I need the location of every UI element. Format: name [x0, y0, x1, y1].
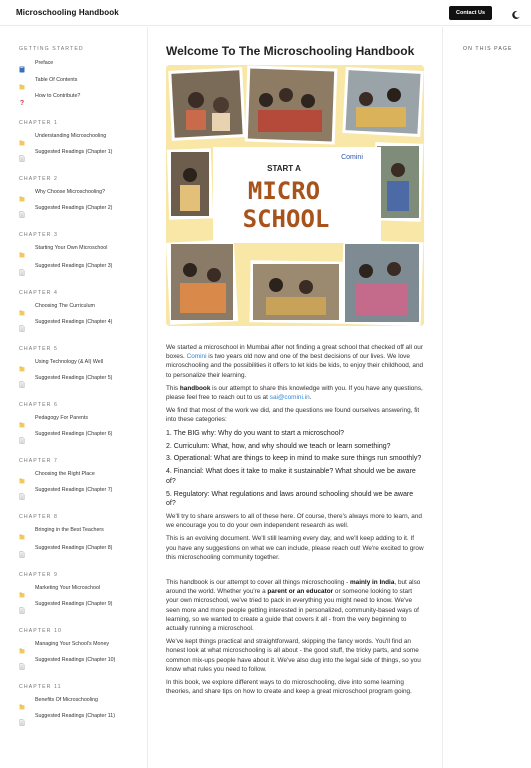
document-icon [19, 149, 25, 156]
sidebar-item[interactable] [19, 303, 139, 310]
sidebar-item-label: Benefits Of Microschooling [35, 696, 99, 703]
sidebar-item[interactable] [19, 93, 139, 106]
document-icon [19, 263, 25, 270]
hero-line-start: START A [267, 164, 301, 173]
sidebar-item[interactable] [19, 205, 139, 212]
sidebar-section-heading: CHAPTER 4 [19, 289, 59, 296]
sidebar-section-heading: CHAPTER 7 [19, 457, 59, 464]
sidebar-item[interactable] [19, 359, 139, 366]
on-this-page-panel [442, 27, 531, 768]
folder-icon [19, 527, 25, 534]
list-item: 5. Regulatory: What regulations and laws around schooling should we be aware of? [166, 490, 414, 508]
folder-icon [19, 585, 25, 592]
sidebar-item-label: Pedagogy For Parents [35, 414, 88, 421]
sidebar-item[interactable] [19, 319, 139, 326]
list-item: 4. Financial: What does it take to make it sustainable? What should we be aware of? [166, 468, 416, 485]
document-icon [19, 431, 25, 438]
sidebar-item[interactable] [19, 601, 139, 608]
sidebar-section-heading: CHAPTER 11 [19, 683, 62, 690]
sidebar-section-heading: CHAPTER 6 [19, 401, 59, 408]
document-icon [19, 713, 25, 720]
sidebar-section-heading: CHAPTER 10 [19, 627, 62, 634]
document-icon [19, 487, 25, 494]
sidebar-item-label: Suggested Readings (Chapter 7) [35, 486, 113, 493]
sidebar-item[interactable] [19, 431, 139, 438]
folder-icon [19, 245, 25, 252]
categories-list [166, 429, 424, 509]
comini-link[interactable]: Comini [186, 353, 207, 361]
folder-icon [19, 471, 25, 478]
sidebar-item[interactable] [19, 471, 139, 478]
sidebar-item[interactable] [19, 657, 139, 664]
handbook-paragraph: This handbook is our attempt to share this knowledge with you. If you have any questions, please feel free to reach out to us at sai@comini.in. [166, 384, 423, 402]
sidebar-item-label: Bringing in the Best Teachers [35, 526, 104, 533]
sidebar-item-label: Suggested Readings (Chapter 9) [35, 600, 113, 607]
sidebar-item-label: Table Of Contents [35, 76, 78, 83]
sidebar-item[interactable] [19, 263, 139, 270]
sidebar-item-label: Understanding Microschooling [35, 132, 107, 139]
on-this-page-title: ON THIS PAGE [463, 46, 513, 52]
hero-line-school: SCHOOL [242, 205, 330, 233]
hero-collage [166, 65, 424, 326]
sidebar-item-label: Suggested Readings (Chapter 8) [35, 544, 113, 551]
sidebar-item-label: Suggested Readings (Chapter 3) [35, 262, 113, 269]
sidebar-item[interactable] [19, 545, 139, 552]
explore-paragraph: In this book, we explore different ways to do microschooling, dive into some learning theories, and share tips on how to create and keep a great microschool program going. [166, 679, 412, 696]
folder-icon [19, 303, 25, 310]
sidebar-item[interactable] [19, 487, 139, 494]
hero-image [166, 65, 424, 326]
folder-icon [19, 641, 25, 648]
sidebar-item-label: Suggested Readings (Chapter 2) [35, 204, 113, 211]
categories-intro: We find that most of the work we did, and the questions we found ourselves answering, fit into these categories: [166, 407, 420, 424]
sidebar-item[interactable] [19, 245, 139, 252]
book-icon [19, 60, 25, 67]
list-item: 1. The BIG why: Why do you want to start a microschool? [166, 429, 345, 437]
site-title[interactable]: Microschooling Handbook [16, 8, 119, 17]
sidebar-section-heading: CHAPTER 5 [19, 345, 59, 352]
scope-paragraph: This handbook is our attempt to cover all things microschooling - mainly in India, but also around the world. Whether you're a parent or an educator or someone looking to start your own microschool, we've tried to pack in everything you might need to know. We've seen more and more people getting interested in personalized, community-based ways of learning, so we wanted to create a guide that covers it all - from the very beginning to actually running a microschool. [166, 578, 421, 632]
sidebar-item-label: Starting Your Own Microschool [35, 244, 108, 251]
sidebar-section-heading: GETTING STARTED [19, 46, 84, 52]
sidebar-item-label: Using Technology (& AI) Well [35, 358, 104, 365]
sidebar-item-label: Suggested Readings (Chapter 5) [35, 374, 113, 381]
sidebar-section-heading: CHAPTER 9 [19, 571, 59, 578]
page-title: Welcome To The Microschooling Handbook [166, 44, 415, 58]
sidebar-section-heading: CHAPTER 8 [19, 513, 59, 520]
folder-icon [19, 77, 25, 84]
sidebar-item[interactable] [19, 375, 139, 382]
email-link[interactable]: sai@comini.in [269, 394, 310, 402]
hero-line-micro: MICRO [247, 177, 321, 205]
sidebar [0, 27, 148, 768]
sidebar-item[interactable] [19, 189, 139, 196]
sidebar-item[interactable] [19, 641, 139, 648]
sidebar-section-heading: CHAPTER 1 [19, 119, 59, 126]
moon-icon[interactable] [511, 7, 521, 17]
sidebar-item-label: Preface [35, 60, 54, 66]
sidebar-item-label: Why Choose Microschooling? [35, 188, 106, 195]
top-bar [0, 0, 531, 26]
document-icon [19, 319, 25, 326]
article-body [166, 343, 424, 700]
evolving-paragraph: This is an evolving document. We'll still learning every day, and we'll keep adding to it. If you have any suggestions on what we can include, please reach out! We're excited to grow this microschooling community together. [166, 535, 424, 561]
list-item: 2. Curriculum: What, how, and why should we teach or learn something? [166, 442, 391, 450]
sidebar-item-label: Suggested Readings (Chapter 11) [35, 712, 115, 719]
sidebar-section-heading: CHAPTER 3 [19, 231, 59, 238]
sidebar-item-label: Choosing The Curriculum [35, 302, 95, 309]
hero-logo: Comini [341, 154, 363, 161]
sidebar-item[interactable] [19, 133, 139, 140]
practical-paragraph: We've kept things practical and straightforward, skipping the fancy words. You'll find an honest look at what microschooling is all about - the good stuff, the tricky parts, and some common mix-ups people have about it. We've also dug into the legal side of things, so you know what rules you need to follow. [166, 638, 421, 673]
sidebar-item[interactable] [19, 527, 139, 534]
document-icon [19, 657, 25, 664]
sidebar-item[interactable] [19, 149, 139, 156]
folder-icon [19, 415, 25, 422]
sidebar-item[interactable] [19, 585, 139, 592]
sidebar-item[interactable] [19, 713, 139, 720]
sidebar-item[interactable] [19, 415, 139, 422]
contact-us-button[interactable]: Contact Us [449, 6, 492, 20]
folder-icon [19, 133, 25, 140]
document-icon [19, 375, 25, 382]
document-icon [19, 545, 25, 552]
sidebar-item[interactable] [19, 60, 139, 67]
sidebar-item-label: Choosing the Right Place [35, 470, 95, 477]
document-icon [19, 205, 25, 212]
folder-icon [19, 189, 25, 196]
folder-icon [19, 359, 25, 366]
folder-icon [19, 697, 25, 704]
svg-text:?: ? [19, 100, 25, 106]
sidebar-item-label: Managing Your School's Money [35, 640, 110, 647]
document-icon [19, 601, 25, 608]
main-content [149, 27, 442, 768]
sidebar-item-label: How to Contribute? [35, 93, 81, 99]
sidebar-section-heading: CHAPTER 2 [19, 175, 59, 182]
sidebar-item[interactable] [19, 77, 139, 84]
sidebar-item-label: Marketing Your Microschool [35, 584, 101, 591]
sidebar-item-label: Suggested Readings (Chapter 10) [35, 656, 116, 663]
list-item: 3. Operational: What are things to keep in mind to make sure things run smoothly? [166, 455, 422, 463]
question-icon [19, 93, 25, 106]
sidebar-item-label: Suggested Readings (Chapter 4) [35, 318, 113, 325]
intro-paragraph: We started a microschool in Mumbai after not finding a great school that checked off all our boxes. Comini is two years old now and one of the best decisions of our lives. We love microschooling and the possibilities it offers to let kids be kids, to enjoy their childhood, and to personalize their learning. [166, 344, 424, 379]
answers-paragraph: We'll try to share answers to all of these here. Of course, there's always more to learn, and we encourage you to do your own independent research as well. [166, 512, 422, 530]
sidebar-item-label: Suggested Readings (Chapter 1) [35, 148, 113, 155]
sidebar-item[interactable] [19, 697, 139, 704]
sidebar-item-label: Suggested Readings (Chapter 6) [35, 430, 113, 437]
